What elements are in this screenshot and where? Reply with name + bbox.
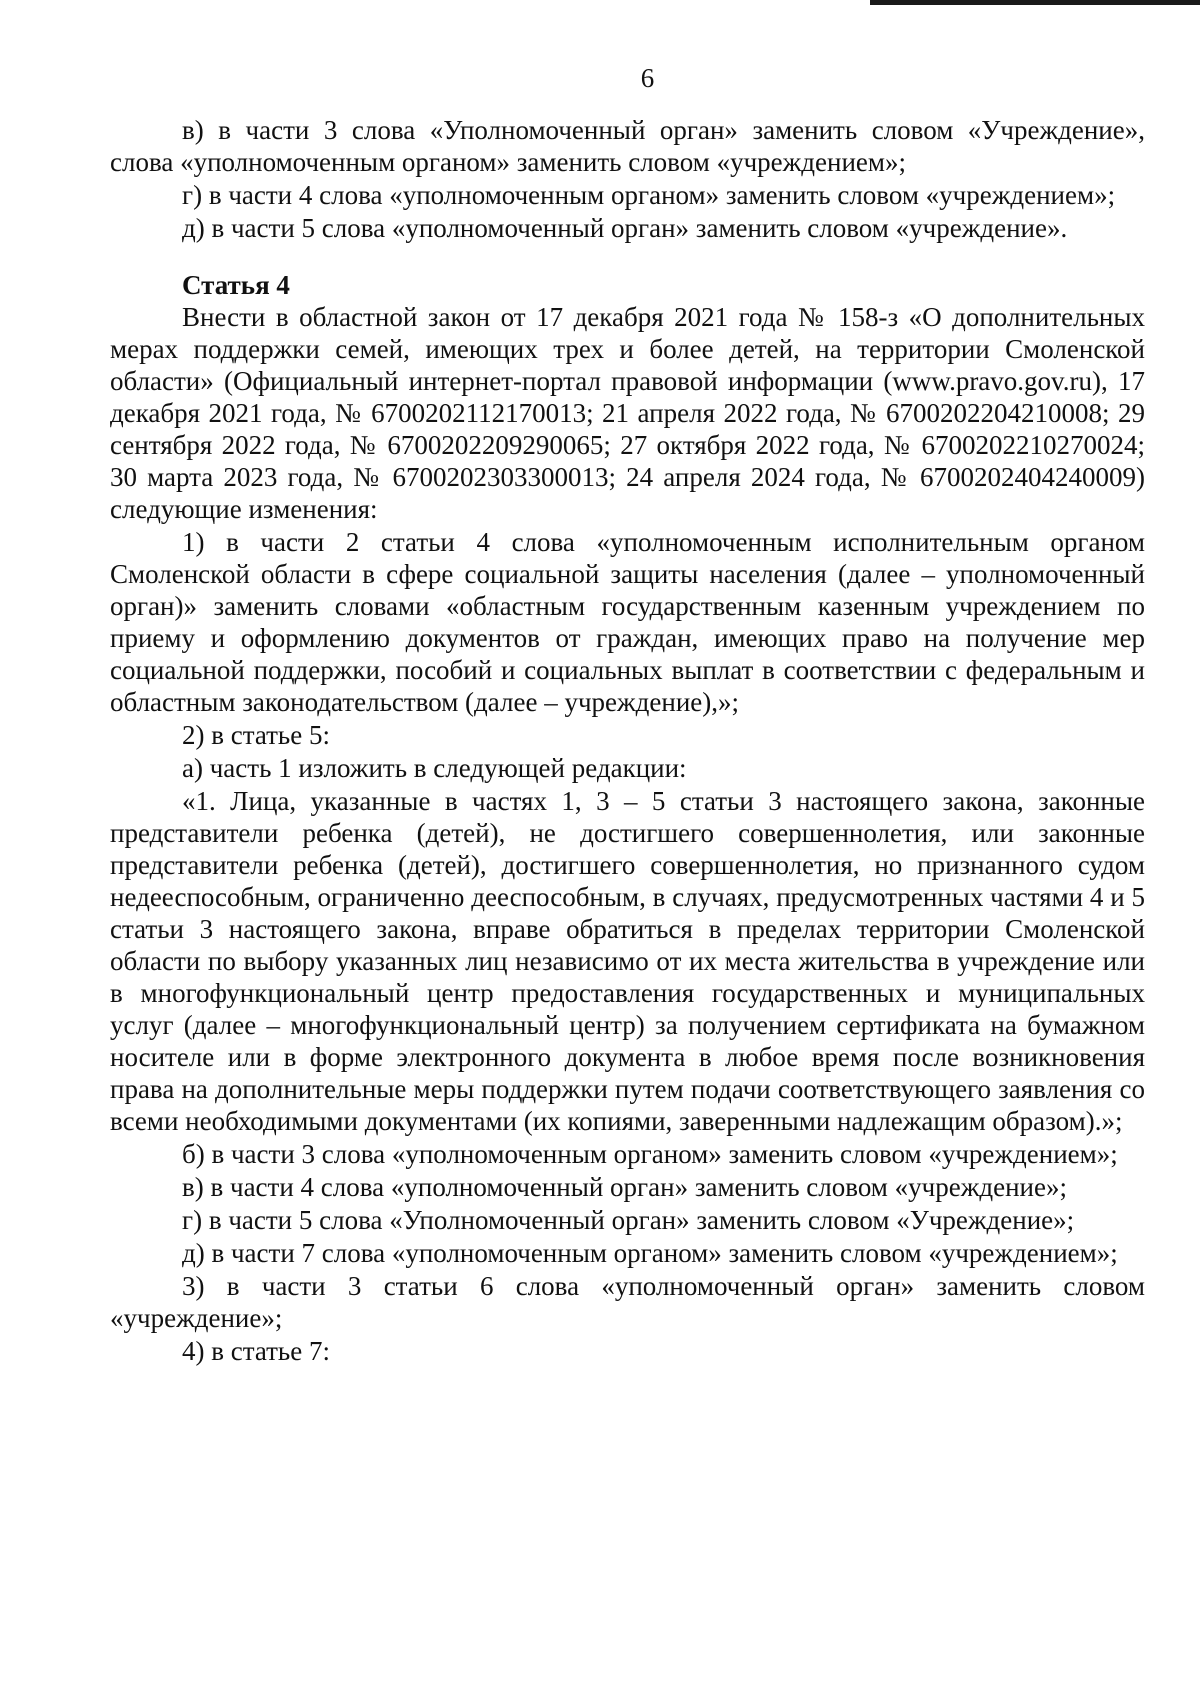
paragraph-article-intro: Внести в областной закон от 17 декабря 2021 года № 158-з «О дополнительных мерах поддержки семей, имеющих трех и более детей, на территории Смоленской области» (Официальный интернет-портал правовой информации (www.pravo.gov.ru), 17 декабря 2021 года, № 6700202112170013; 21 апреля 2022 года, № 6700202204210008; 29 сентября 2022 года, № 6700202209290065; 27 октября 2022 года, № 6700202210270024; 30 марта 2023 года, № 6700202303300013; 24 апреля 2024 года, № 6700202404240009) следующие изменения: (110, 302, 1145, 524)
paragraph-item-3: 3) в части 3 статьи 6 слова «уполномоченный орган» заменить словом «учреждение»; (110, 1271, 1145, 1333)
page-number: 6 (640, 63, 655, 93)
paragraph-item-2d: д) в части 7 слова «уполномоченным органом» заменить словом «учреждением»; (182, 1238, 1118, 1268)
paragraph-item-2v: в) в части 4 слова «уполномоченный орган» заменить словом «учреждение»; (182, 1172, 1067, 1202)
paragraph-item-2b: б) в части 3 слова «уполномоченным органом» заменить словом «учреждением»; (182, 1139, 1118, 1169)
document-page (110, 62, 1145, 1368)
paragraph-item-2a: а) часть 1 изложить в следующей редакции: (182, 753, 687, 783)
paragraph-amend-d: д) в части 5 слова «уполномоченный орган» заменить словом «учреждение». (182, 213, 1068, 243)
scan-edge (870, 0, 1200, 5)
paragraph-quoted-part-1: «1. Лица, указанные в частях 1, 3 – 5 статьи 3 настоящего закона, законные представители ребенка (детей), не достигшего совершеннолетия, или законные представители ребенка (детей), достигшего совершеннолетия, но признанного судом недееспособным, ограниченно дееспособным, в случаях, предусмотренных частями 4 и 5 статьи 3 настоящего закона, вправе обратиться в пределах территории Смоленской области по выбору указанных лиц независимо от их места жительства в учреждение или в многофункциональный центр предоставления государственных и муниципальных услуг (далее – многофункциональный центр) за получением сертификата на бумажном носителе или в форме электронного документа в любое время после возникновения права на дополнительные меры поддержки путем подачи соответствующего заявления со всеми необходимыми документами (их копиями, заверенными надлежащим образом).»; (110, 786, 1145, 1136)
paragraph-item-2: 2) в статье 5: (182, 720, 330, 750)
paragraph-item-1: 1) в части 2 статьи 4 слова «уполномоченным исполнительным органом Смоленской области в сфере социальной защиты населения (далее – уполномоченный орган)» заменить словами «областным государственным казенным учреждением по приему и оформлению документов от граждан, имеющих право на получение мер социальной поддержки, пособий и социальных выплат в соответствии с федеральным и областным законодательством (далее – учреждение),»; (110, 527, 1145, 717)
paragraph-item-4: 4) в статье 7: (182, 1336, 330, 1366)
article-heading: Статья 4 (182, 270, 290, 300)
paragraph-amend-g: г) в части 4 слова «уполномоченным органом» заменить словом «учреждением»; (182, 180, 1116, 210)
paragraph-amend-v: в) в части 3 слова «Уполномоченный орган» заменить словом «Учреждение», слова «уполномоченным органом» заменить словом «учреждением»; (110, 115, 1145, 177)
paragraph-item-2g: г) в части 5 слова «Уполномоченный орган» заменить словом «Учреждение»; (182, 1205, 1075, 1235)
